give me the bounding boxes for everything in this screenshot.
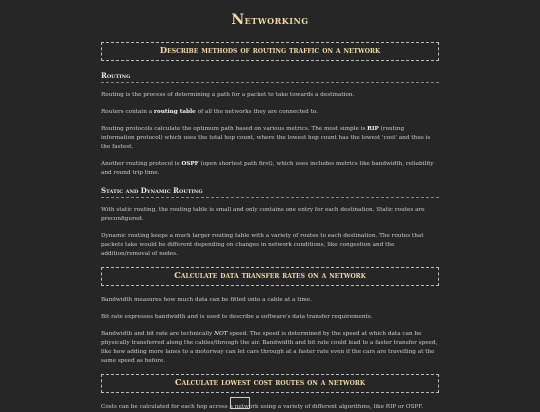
routing-p2-text: Routers contain a — [101, 109, 154, 115]
routing-p4-text-end: (open shortest path first), which uses includes metrics like bandwidth, reliability and round trip time. — [101, 161, 434, 176]
rip-term: RIP — [367, 126, 379, 132]
routing-p4-text: Another routing protocol is — [101, 161, 182, 167]
page-title: Networking — [231, 12, 309, 28]
subheading-routing: Routing — [101, 71, 439, 83]
cost-paragraph: Costs can be calculated for each hop across a network using a variety of different algorithms, like RIP or OSPF. — [101, 404, 424, 410]
bottom-button[interactable] — [230, 397, 250, 409]
routing-p3-text: Routing protocols calculate the optimum path based on various metrics. The most simple is — [101, 126, 368, 132]
speed-p-text-end: speed. The speed is determined by the speed at which data can be physically transferred along the cables/through the air. Bandwidth and bit rate could lead to a faster transfer speed, like how adding more lanes to a motorway can let cars through at a faster rate even if the cars are travelling at the same speed as before. — [101, 331, 438, 364]
section-heading-transfer-rates: Calculate data transfer rates on a network — [101, 267, 439, 286]
routing-p2-text-end: of all the networks they are connected to. — [195, 109, 319, 115]
subheading-static-dynamic: Static and Dynamic Routing — [101, 186, 439, 198]
ospf-term: OSPF — [181, 161, 199, 167]
section-heading-routing-methods: Describe methods of routing traffic on a network — [101, 42, 439, 61]
section-heading-lowest-cost: Calculate lowest cost routes on a network — [101, 374, 439, 393]
static-routing-paragraph: With static routing, the routing table is small and only contains one entry for each destination. Static routes are preconfigured. — [101, 207, 425, 222]
bit-rate-paragraph: Bit rate expresses bandwidth and is used to describe a software's data transfer requirements. — [101, 314, 373, 320]
not-emphasis: NOT — [214, 331, 228, 337]
routing-paragraph-2 — [101, 108, 439, 117]
routing-paragraph-3 — [101, 125, 439, 152]
bandwidth-paragraph: Bandwidth measures how much data can be fitted onto a cable at a time. — [101, 297, 312, 303]
routing-table-term: routing table — [153, 109, 196, 115]
routing-p3-text-end: (routing information protocol) which uses the total hop count, where the lowest hop count has the lowest 'cost' and thus is the fastest. — [101, 126, 431, 150]
routing-paragraph-1: Routing is the process of determining a path for a packet to take towards a destination. — [101, 92, 355, 98]
page-content — [101, 0, 439, 412]
speed-paragraph — [101, 330, 439, 366]
speed-p-text: Bandwidth and bit rate are technically — [101, 331, 215, 337]
dynamic-routing-paragraph: Dynamic routing keeps a much larger routing table with a variety of routes to each destination. The routes that packets take would be different depending on changes in network conditions, like congestion and the addition/removal of nodes. — [101, 233, 424, 257]
routing-paragraph-4 — [101, 160, 439, 178]
